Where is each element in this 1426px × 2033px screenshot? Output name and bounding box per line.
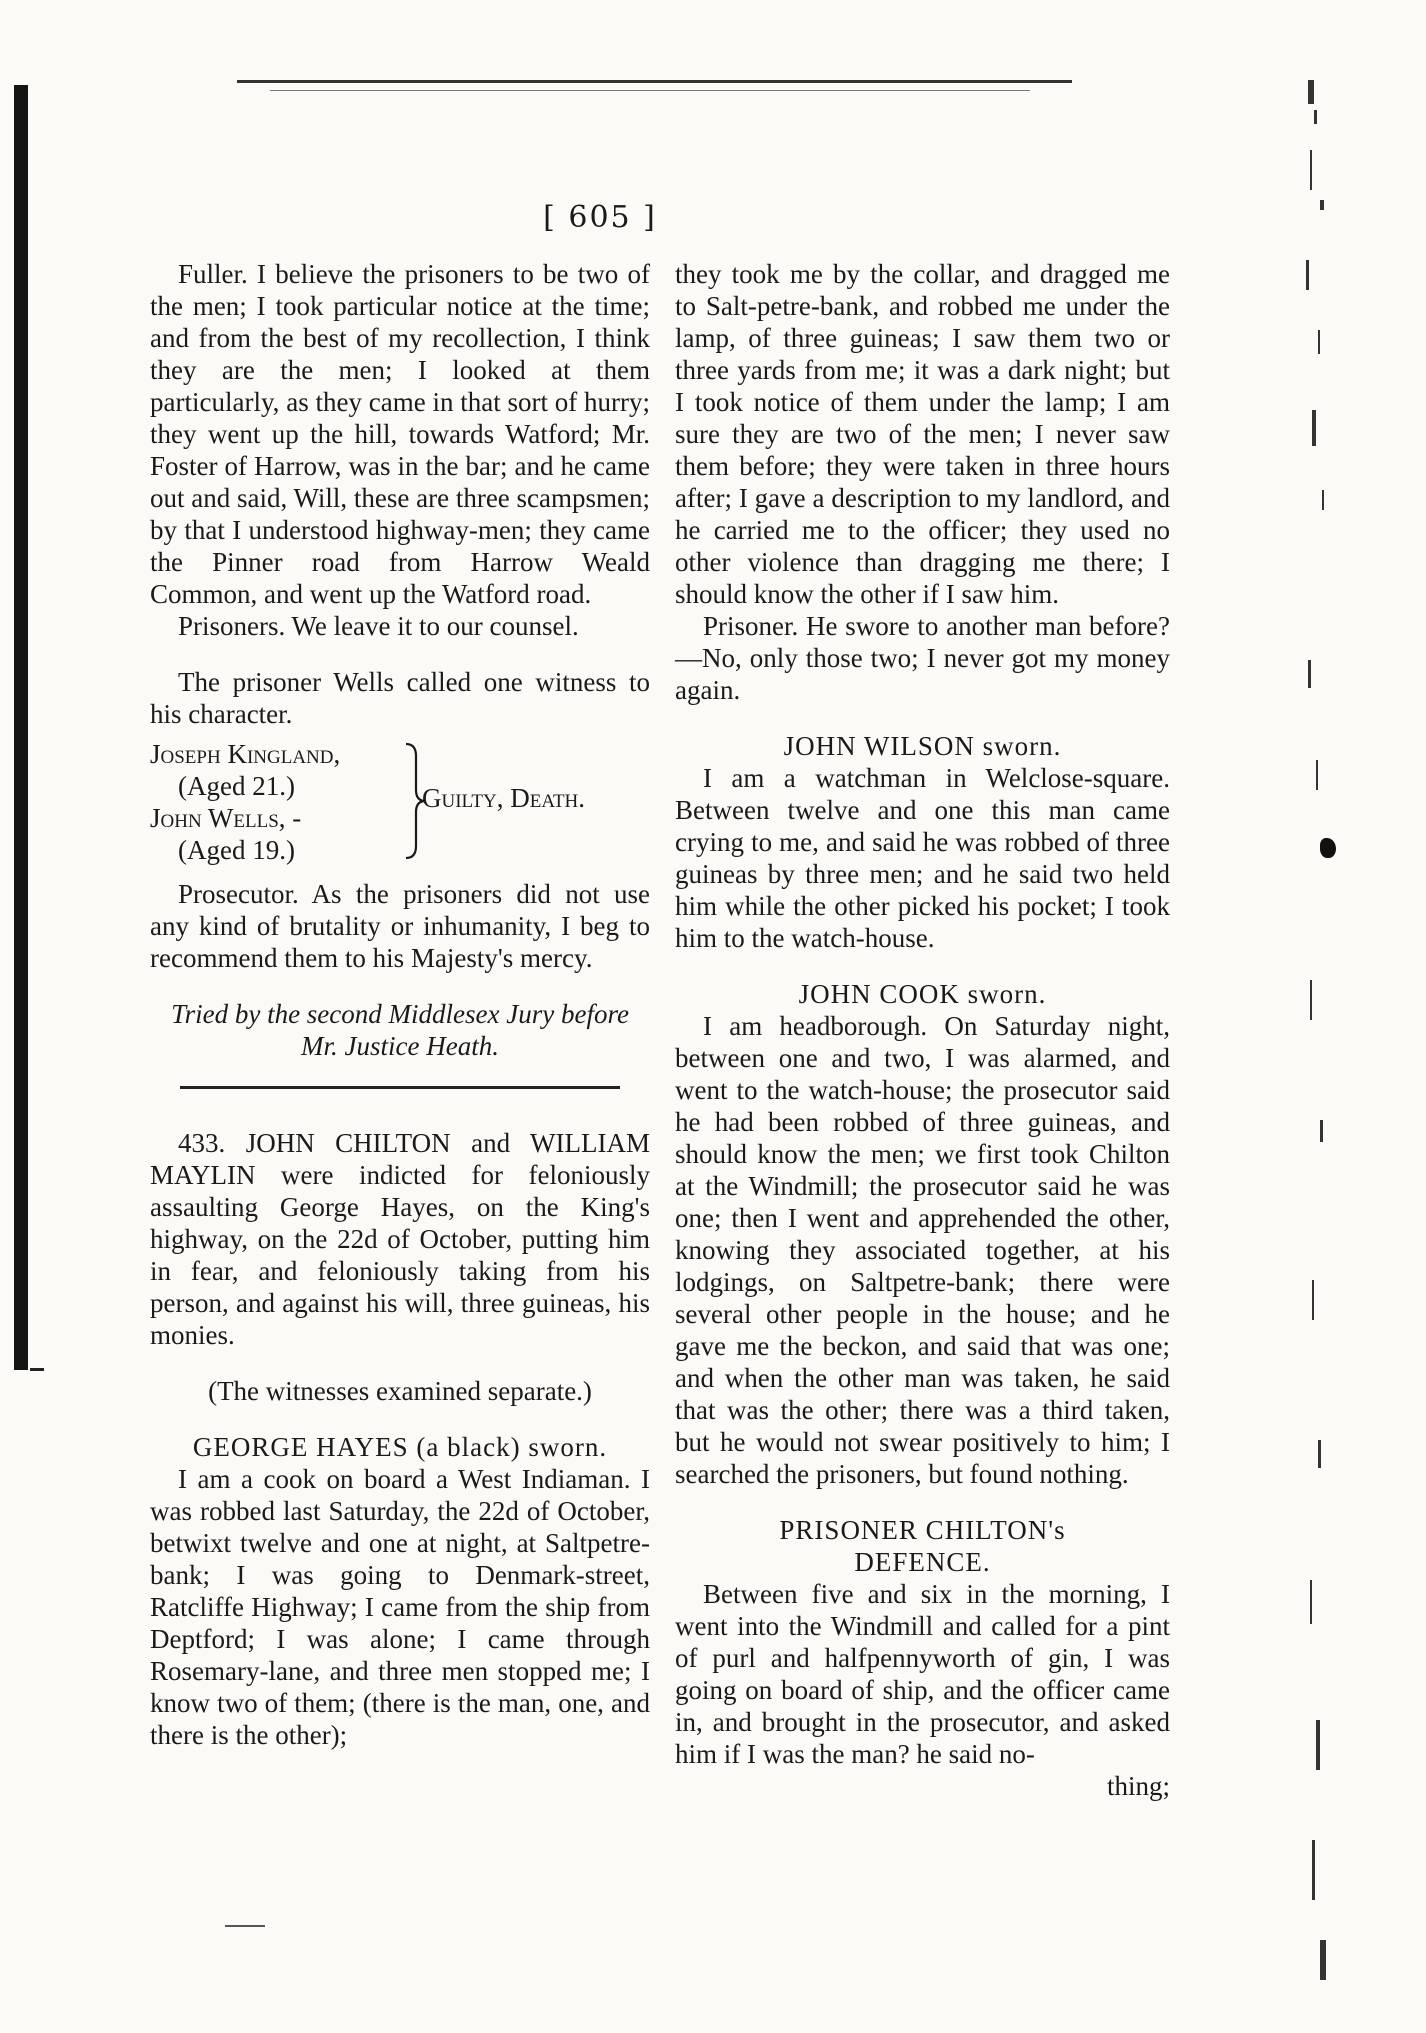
defendant-age-2: (Aged 19.) [178,835,295,865]
heading-defence-line-2: DEFENCE. [854,1547,991,1577]
fuller-testimony: Fuller. I believe the prisoners to be two of the men; I took particular notice at the time; and from the best of my recollection, I think they are the men; I looked at them particularly, as they came in that sort of hurry; they went up the hill, towards Watford; Mr. Foster of Harrow, was in the bar; and he came out and said, Will, these are three scampsmen; by that I understood highway-men; they came the Pinner road from Harrow Weald Common, and went up the Watford road. [150,259,651,609]
tried-by-line-2: Mr. Justice Heath. [301,1031,499,1061]
chilton-defence: Between five and six in the morning, I went into the Windmill and called for a pint of purl and halfpennyworth of gin, I was going on board of ship, and the officer came in, and brought in the prosecutor, and asked him if I was the man? he said no- [675,1579,1170,1769]
heading-george-hayes: GEORGE HAYES (a black) sworn. [192,1432,608,1462]
witnesses-note: (The witnesses examined separate.) [208,1376,592,1406]
binding-shadow [14,85,28,1370]
page-number: [ 605 ] [543,200,657,235]
top-edge-rule [237,80,1072,83]
defendant-name-1: Joseph Kingland, [150,739,341,769]
binding-tick [30,1368,44,1371]
top-edge-rule-faint [270,90,1030,91]
defendant-name-2: John Wells, - [150,803,302,833]
wilson-testimony: I am a watchman in Welclose-square. Between twelve and one this man came crying to me, and said he was robbed of three guineas by three men; and he said two held him while the other picked his pocket; I took him to the watch-house. [675,763,1170,953]
verdict-block [150,738,650,866]
hayes-testimony: I am a cook on board a West Indiaman. I was robbed last Saturday, the 22d of October, betwixt twelve and one at night, at Saltpetre-bank; I was going to Denmark-street, Ratcliffe Highway; I came from the ship from Deptford; I was alone; I came through Rosemary-lane, and three men stopped me; I know two of them; (there is the man, one, and there is the other); [150,1464,650,1750]
heading-john-cook: JOHN COOK sworn. [798,979,1047,1009]
prosecutor-recommendation: Prosecutor. As the prisoners did not use any kind of brutality or inhumanity, I beg to recommend them to his Majesty's mercy. [150,879,650,973]
indictment-433: 433. JOHN CHILTON and WILLIAM MAYLIN were indicted for feloniously assaulting George Hayes, on the King's highway, on the 22d of October, putting him in fear, and feloniously taking from his person, and against his will, three guineas, his monies. [150,1128,650,1350]
tried-by-line-1: Tried by the second Middlesex Jury before [171,999,629,1029]
verdict-result: Guilty, Death. [422,783,586,813]
heading-defence-line-1: PRISONER CHILTON's [779,1515,1066,1545]
prisoners-statement: Prisoners. We leave it to our counsel. [178,611,579,641]
catchword: thing; [1106,1771,1170,1801]
defendant-age-1: (Aged 21.) [178,771,295,801]
cook-testimony: I am headborough. On Saturday night, between one and two, I was alarmed, and went to the watch-house; the prosecutor said he had been robbed of three guineas, and should know the men; we first took Chilton at the Windmill; the prosecutor said he was one; then I went and apprehended the other, knowing they associated together, at his lodgings, on Saltpetre-bank; there were several other people in the house; and he gave me the beckon, and said that was one; and when the other man was taken, he said that was the other; there was a third taken, but he would not swear positively to him; I searched the prisoners, but found nothing. [675,1011,1170,1489]
prisoner-question: Prisoner. He swore to another man before?—No, only those two; I never got my money again. [675,611,1170,705]
right-column [675,258,1170,1802]
heading-john-wilson: JOHN WILSON sworn. [783,731,1062,761]
ink-blot [1320,838,1336,858]
bottom-scan-mark [225,1925,265,1927]
margin-scan-noise [1300,80,1340,2000]
left-column [150,258,650,1751]
hayes-testimony-continued: they took me by the collar, and dragged me to Salt-petre-bank, and robbed me under the lamp, of three guineas; I saw them two or three yards from me; it was a dark night; but I took notice of them under the lamp; I am sure they are two of the men; I never saw them before; they were taken in three hours after; I gave a description to my landlord, and he carried me to the officer; they used no other violence than dragging me there; I should know the other if I saw him. [675,259,1170,609]
witness-note: The prisoner Wells called one witness to his character. [150,667,650,729]
defendant-names [150,738,400,866]
